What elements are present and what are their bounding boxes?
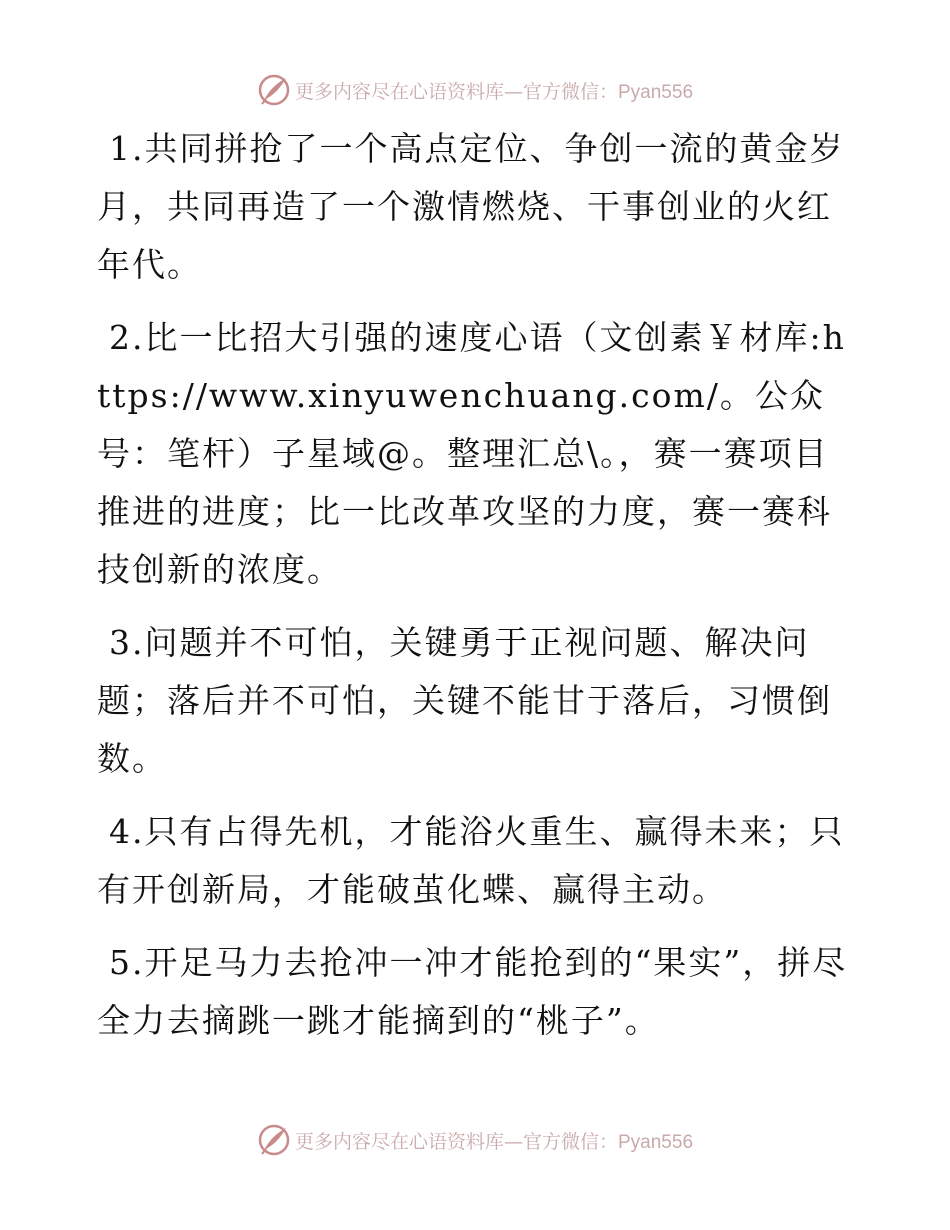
watermark-text: 更多内容尽在心语资料库—官方微信：Pyan556 xyxy=(294,1130,694,1153)
quill-pen-logo-icon xyxy=(257,1123,291,1157)
paragraph-5: 5.开足马力去抢冲一冲才能抢到的“果实”，拼尽全力去摘跳一跳才能摘到的“桃子”。 xyxy=(97,943,848,1040)
document-body xyxy=(97,120,857,1065)
footer-watermark xyxy=(0,1120,950,1160)
header-watermark xyxy=(0,70,950,110)
paragraph-2: 2.比一比招大引强的速度心语（文创素￥材库:https://www.xinyuwenchuang.com/。公众号：笔杆）子星域@。整理汇总\。，赛一赛项目推进的进度；比一比改革攻坚的力度，赛一赛科技创新的浓度。 xyxy=(97,318,846,589)
paragraph-1: 1.共同拼抢了一个高点定位、争创一流的黄金岁月，共同再造了一个激情燃烧、干事创业的火红年代。 xyxy=(97,129,845,284)
paragraph-3: 3.问题并不可怕，关键勇于正视问题、解决问题；落后并不可怕，关键不能甘于落后，习惯倒数。 xyxy=(97,623,832,778)
watermark-text: 更多内容尽在心语资料库—官方微信：Pyan556 xyxy=(294,80,694,103)
quill-pen-logo-icon xyxy=(257,73,291,107)
paragraph-4: 4.只有占得先机，才能浴火重生、赢得未来；只有开创新局，才能破茧化蝶、赢得主动。 xyxy=(97,812,845,909)
